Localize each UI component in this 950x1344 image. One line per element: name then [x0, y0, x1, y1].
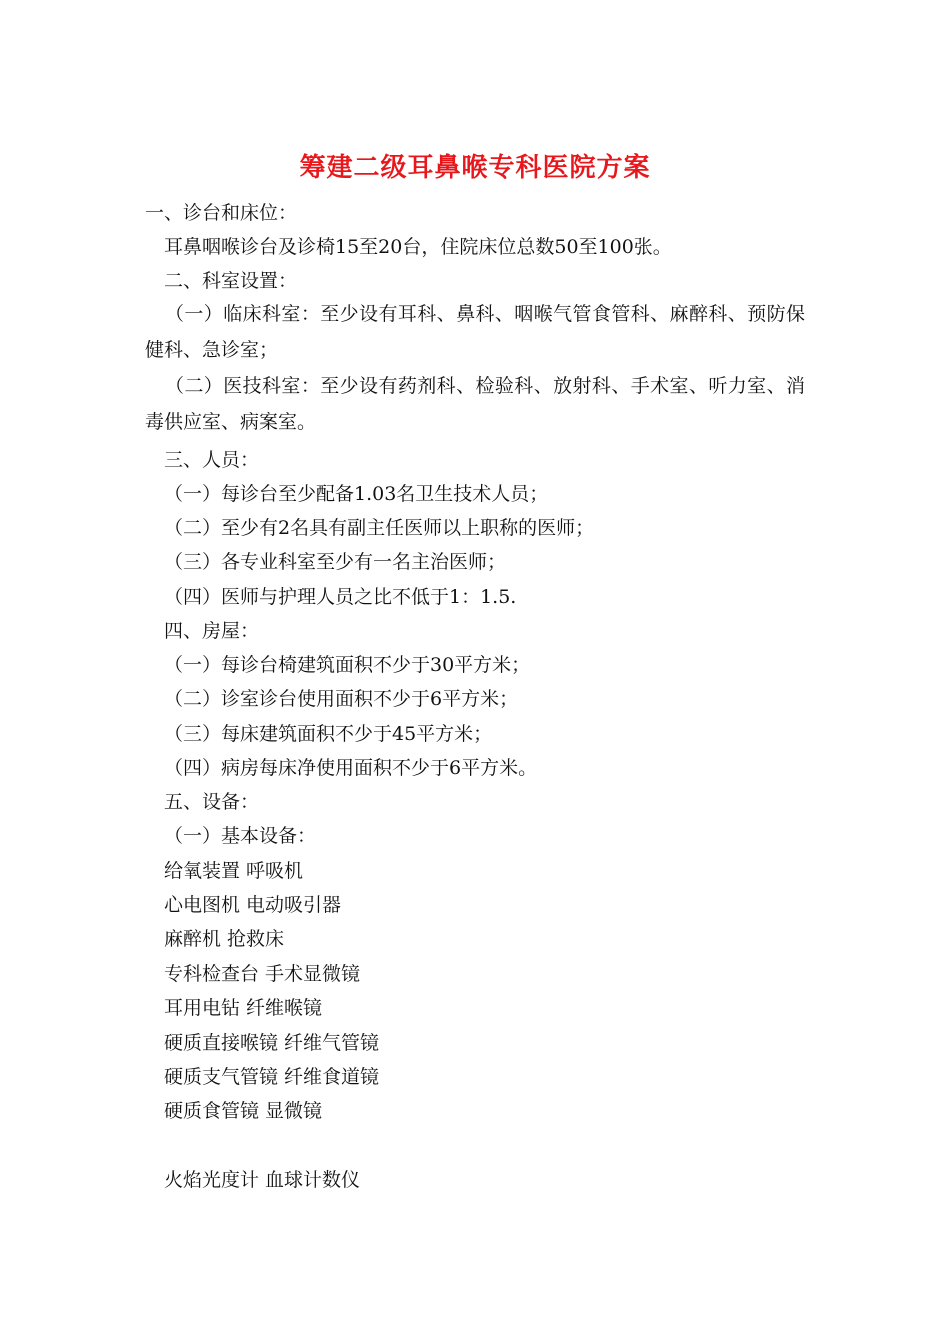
equipment-list-item: 心电图机 电动吸引器 — [164, 894, 342, 916]
equipment-list-item: 给氧装置 呼吸机 — [164, 860, 304, 882]
equipment-list-item: 火焰光度计 血球计数仪 — [164, 1169, 361, 1191]
equipment-list-item: 硬质直接喉镜 纤维气管镜 — [164, 1032, 380, 1054]
equipment-list-item: 麻醉机 抢救床 — [164, 928, 285, 950]
staff-item-3: （三）各专业科室至少有一名主治医师； — [164, 551, 507, 573]
staff-item-4: （四）医师与护理人员之比不低于1：1.5. — [164, 586, 517, 608]
housing-item-2: （二）诊室诊台使用面积不少于6平方米； — [164, 688, 519, 710]
section-heading-housing: 四、房屋： — [164, 620, 260, 642]
equipment-list-item: 硬质支气管镜 纤维食道镜 — [164, 1066, 380, 1088]
housing-item-3: （三）每床建筑面积不少于45平方米； — [164, 723, 493, 745]
staff-item-1: （一）每诊台至少配备1.03名卫生技术人员； — [164, 483, 549, 505]
equipment-list-item: 硬质食管镜 显微镜 — [164, 1100, 323, 1122]
equipment-list-item: 耳用电钻 纤维喉镜 — [164, 997, 323, 1019]
housing-item-1: （一）每诊台椅建筑面积不少于30平方米； — [164, 654, 531, 676]
equipment-list-item: 专科检查台 手术显微镜 — [164, 963, 361, 985]
section-heading-equipment: 五、设备： — [164, 791, 260, 813]
paragraph-medical-tech-departments: （二）医技科室：至少设有药剂科、检验科、放射科、手术室、听力室、消毒供应室、病案室。 — [145, 375, 805, 433]
paragraph-beds: 耳鼻咽喉诊台及诊椅15至20台，住院床位总数50至100张。 — [164, 236, 672, 258]
housing-item-4: （四）病房每床净使用面积不少于6平方米。 — [164, 757, 538, 779]
document-title: 筹建二级耳鼻喉专科医院方案 — [299, 153, 651, 183]
paragraph-clinical-departments: （一）临床科室：至少设有耳科、鼻科、咽喉气管食管科、麻醉科、预防保健科、急诊室； — [145, 303, 805, 361]
equipment-subheading-basic: （一）基本设备： — [164, 825, 317, 847]
staff-item-2: （二）至少有2名具有副主任医师以上职称的医师； — [164, 517, 595, 539]
section-heading-departments: 二、科室设置： — [164, 270, 298, 292]
section-heading-staff: 三、人员： — [164, 449, 260, 471]
section-heading-beds: 一、诊台和床位： — [145, 202, 298, 224]
